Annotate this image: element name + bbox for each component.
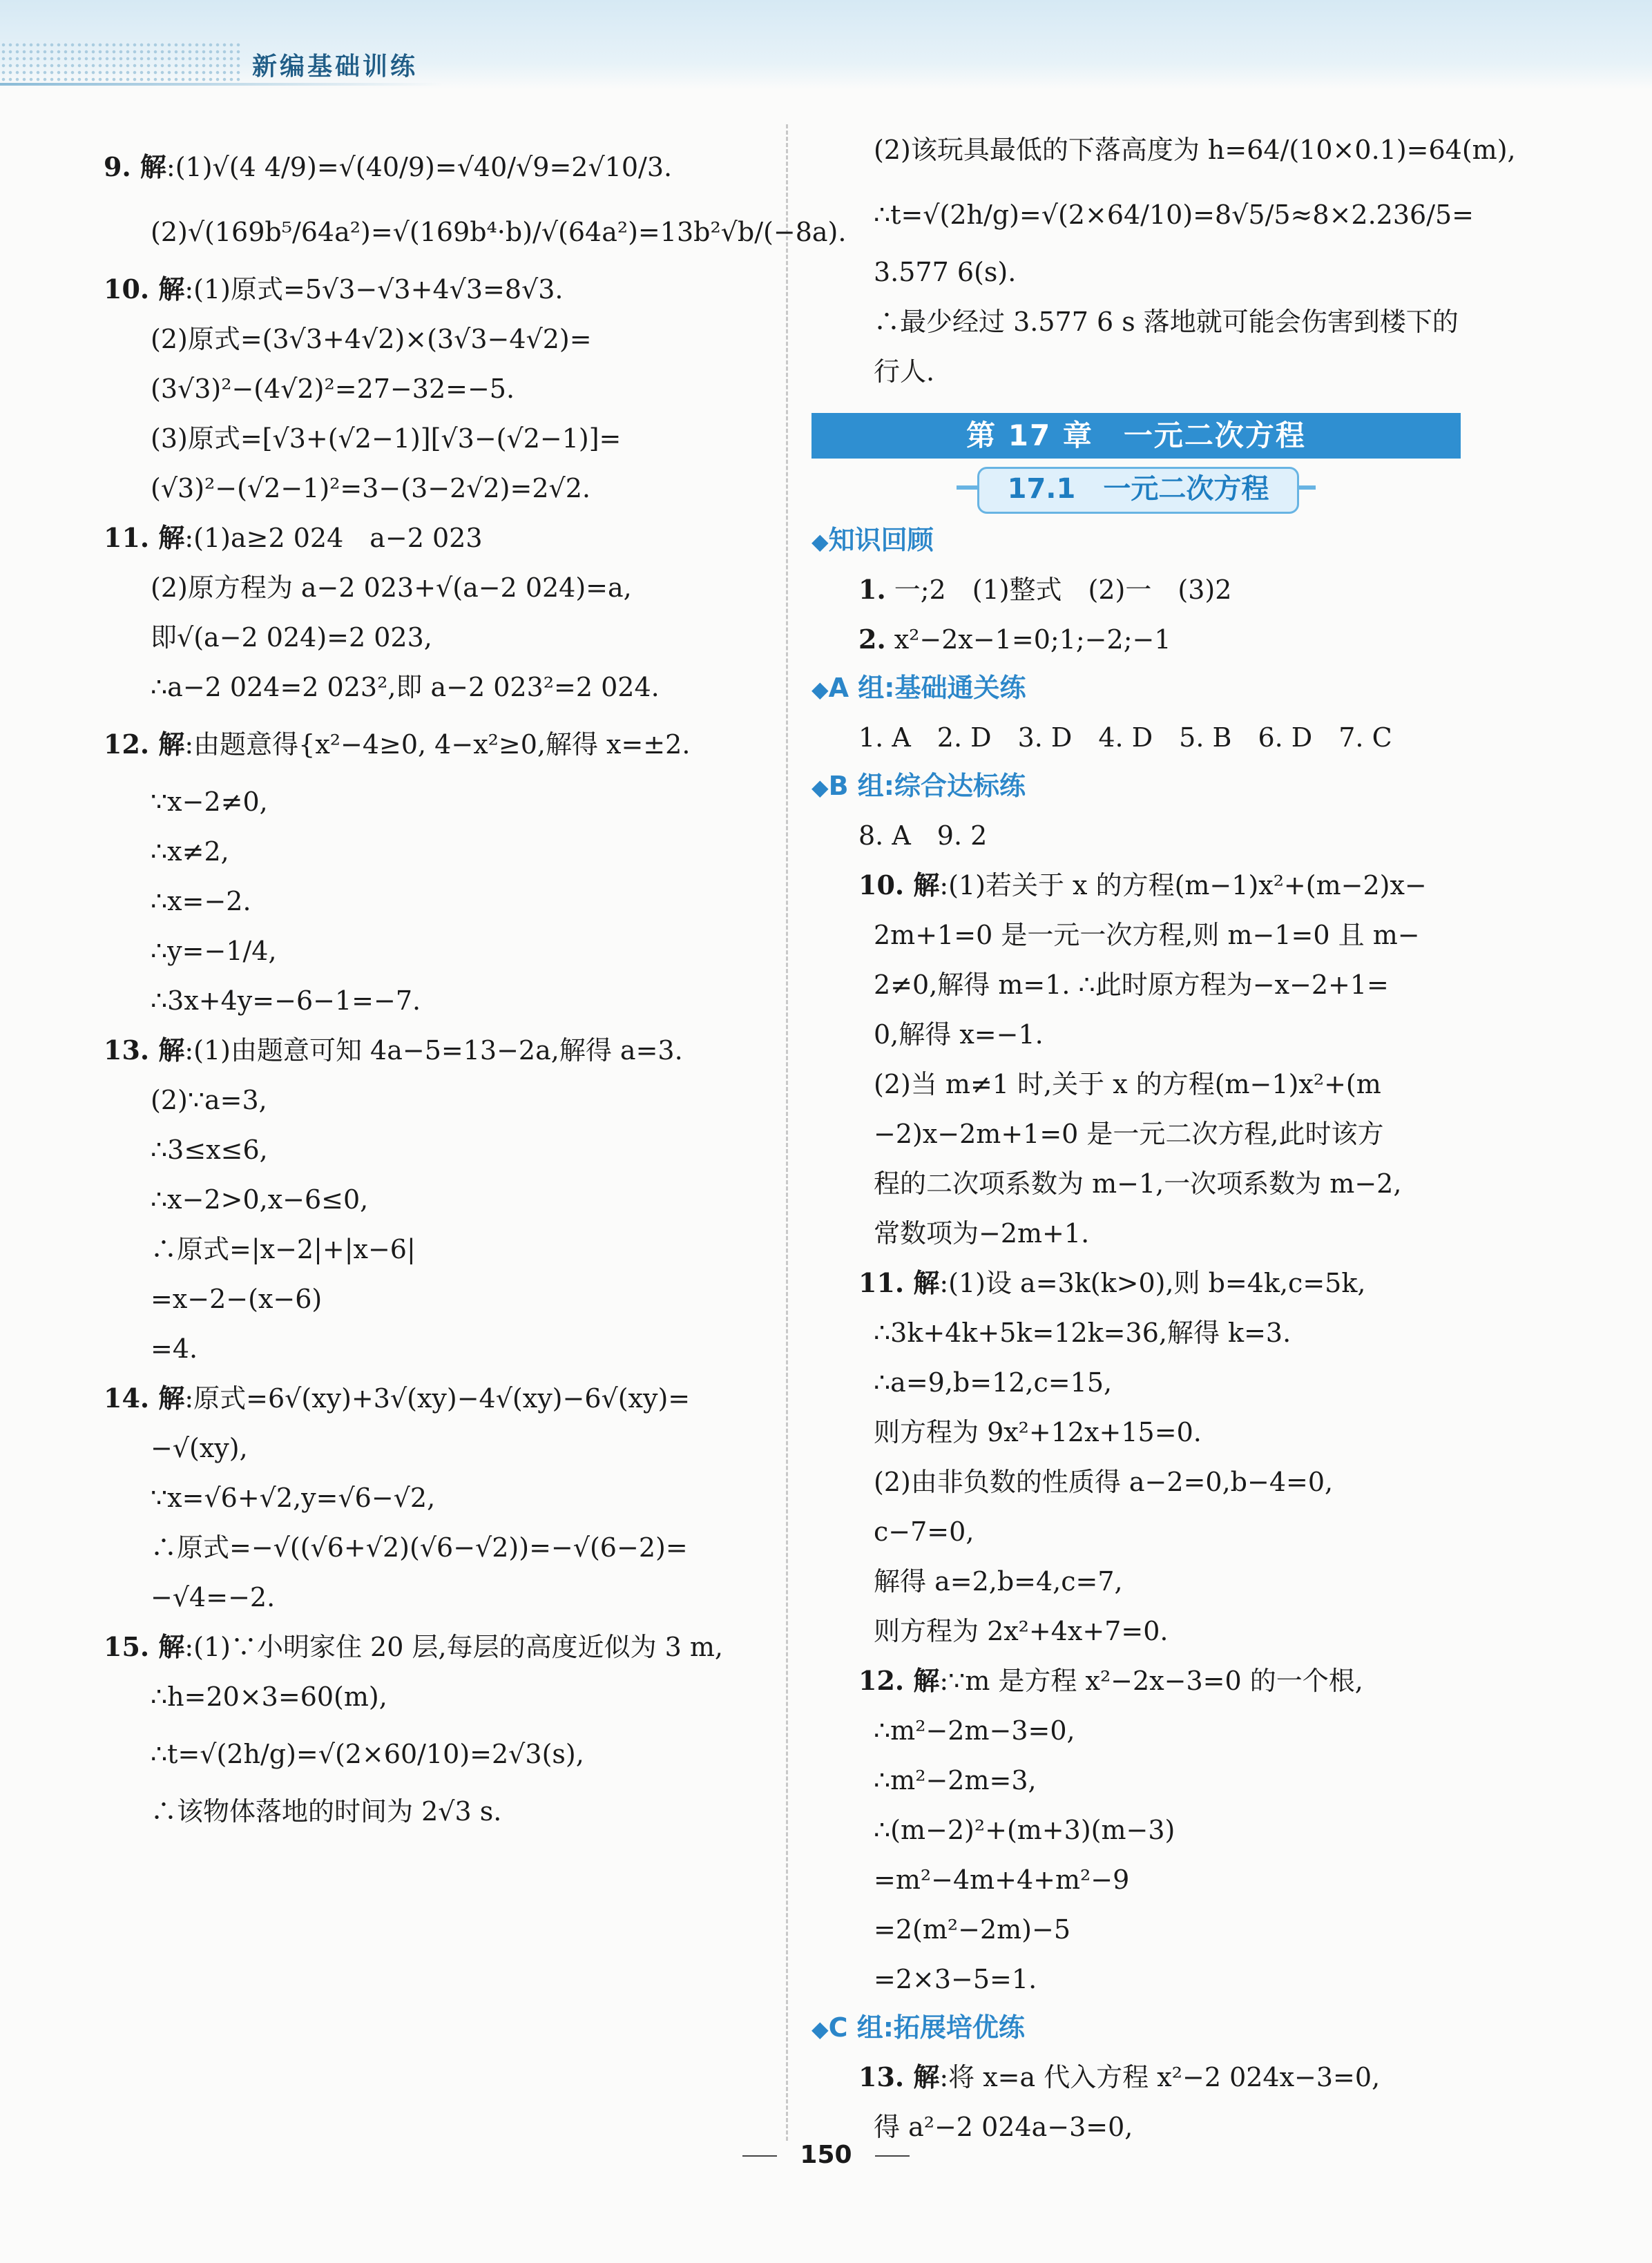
answer-line — [104, 1075, 774, 1125]
question-number: 10. 解 — [104, 273, 185, 305]
answer-text: −√4=−2. — [151, 1582, 276, 1612]
answer-text: (2)当 m≠1 时,关于 x 的方程(m−1)x²+(m — [874, 1069, 1381, 1099]
answer-text: :(1)原式=5√3−√3+4√3=8√3. — [184, 274, 564, 305]
diamond-icon: ◆ — [811, 528, 829, 555]
group-heading-review: ◆知识回顾 — [811, 525, 934, 555]
answer-text: 一;2 (1)整式 (2)一 (3)2 — [885, 575, 1232, 605]
answer-line — [811, 1606, 1481, 1656]
answer-text: :(1)若关于 x 的方程(m−1)x²+(m−2)x− — [939, 870, 1427, 901]
question-number: 9. 解 — [104, 151, 166, 182]
question-number: 13. 解 — [858, 2061, 940, 2092]
answer-line — [811, 1407, 1481, 1457]
diamond-icon: ◆ — [811, 774, 829, 800]
answer-line — [811, 960, 1481, 1010]
answer-text: =x−2−(x−6) — [151, 1284, 323, 1314]
answer-text: :由题意得{x²−4≥0, 4−x²≥0,解得 x=±2. — [184, 729, 691, 760]
answer-line — [811, 565, 1481, 615]
answer-line — [104, 827, 774, 876]
answer-line — [811, 1358, 1481, 1407]
answer-text: :(1)a≥2 024 a−2 023 — [184, 523, 483, 553]
answer-line — [104, 135, 774, 200]
answer-line — [104, 1523, 774, 1572]
answer-text: 2m+1=0 是一元一次方程,则 m−1=0 且 m− — [874, 920, 1420, 950]
answer-text: ∴x≠2, — [151, 836, 229, 867]
answer-text: x²−2x−1=0;1;−2;−1 — [885, 624, 1171, 655]
answer-text: :(1)√(4 4/9)=√(40/9)=√40/√9=2√10/3. — [166, 152, 673, 182]
answer-line — [811, 811, 1481, 860]
answer-line — [104, 1274, 774, 1324]
question-number: 15. 解 — [104, 1631, 185, 1662]
answer-text: ∴3≤x≤6, — [151, 1135, 268, 1165]
answer-line — [811, 1457, 1481, 1507]
answer-text: :原式=6√(xy)+3√(xy)−4√(xy)−6√(xy)= — [184, 1383, 691, 1414]
answer-line — [104, 876, 774, 926]
answer-line — [104, 314, 774, 364]
header-title: 新编基础训练 — [252, 52, 419, 81]
answer-text: ∴m²−2m−3=0, — [874, 1715, 1075, 1746]
right-column — [811, 117, 1516, 2152]
answer-text: 8. A 9. 2 — [858, 820, 988, 851]
answer-text: =m²−4m+4+m²−9 — [874, 1865, 1130, 1895]
answer-line — [811, 910, 1481, 960]
section-title-label: 17.1 一元二次方程 — [977, 467, 1299, 514]
answer-line — [811, 297, 1481, 347]
question-number: 1. — [858, 574, 886, 605]
answer-text: 则方程为 2x²+4x+7=0. — [874, 1616, 1169, 1646]
answer-text: :(1)∵小明家住 20 层,每层的高度近似为 3 m, — [184, 1632, 724, 1662]
answer-line — [811, 1855, 1481, 1905]
answer-line — [811, 1258, 1481, 1308]
column-divider — [786, 124, 788, 2141]
answer-text: ∴最少经过 3.577 6 s 落地就可能会伤害到楼下的 — [874, 307, 1459, 337]
answer-line — [104, 712, 774, 777]
question-number: 10. 解 — [858, 869, 940, 901]
answer-text: ∴该物体落地的时间为 2√3 s. — [151, 1796, 502, 1827]
answer-line — [811, 347, 1481, 396]
answer-line — [811, 713, 1481, 762]
answer-line — [104, 463, 774, 513]
question-number: 11. 解 — [858, 1267, 940, 1298]
answer-line — [104, 1473, 774, 1523]
question-number: 2. — [858, 624, 886, 655]
answer-text: 0,解得 x=−1. — [874, 1019, 1044, 1050]
answer-text: (3)原式=[√3+(√2−1)][√3−(√2−1)]= — [151, 423, 622, 454]
answer-line — [811, 615, 1481, 664]
footer-dash-right — [875, 2155, 910, 2157]
question-number: 14. 解 — [104, 1383, 185, 1414]
question-number: 12. 解 — [104, 729, 185, 760]
answer-text: 则方程为 9x²+12x+15=0. — [874, 1417, 1202, 1447]
answer-line — [811, 1557, 1481, 1606]
answer-text: 1. A 2. D 3. D 4. D 5. B 6. D 7. C — [858, 722, 1392, 753]
answer-text: 常数项为−2m+1. — [874, 1218, 1090, 1249]
answer-text: −√(xy), — [151, 1433, 248, 1463]
answer-line — [104, 513, 774, 563]
question-number: 11. 解 — [104, 522, 185, 553]
answer-line — [811, 1805, 1481, 1855]
footer-dash-left — [742, 2155, 777, 2157]
group-b-answers — [811, 811, 1481, 2004]
answer-line — [104, 1572, 774, 1622]
answer-line — [104, 1175, 774, 1224]
answer-line — [811, 182, 1481, 247]
answer-line — [811, 1010, 1481, 1059]
answer-text: ∴3x+4y=−6−1=−7. — [151, 985, 421, 1016]
diamond-icon: ◆ — [811, 676, 829, 702]
answer-text: (2)由非负数的性质得 a−2=0,b−4=0, — [874, 1467, 1334, 1497]
header-underline — [0, 83, 442, 86]
answer-text: ∴t=√(2h/g)=√(2×64/10)=8√5/5≈8×2.236/5= — [874, 200, 1475, 230]
answer-text: ∵x−2≠0, — [151, 787, 268, 817]
answer-line — [811, 1159, 1481, 1208]
answer-line — [104, 1622, 774, 1672]
answer-text: c−7=0, — [874, 1516, 974, 1547]
answer-text: (2)√(169b⁵/64a²)=√(169b⁴·b)/√(64a²)=13b²√b/(−8a). — [151, 217, 847, 247]
answer-line — [104, 976, 774, 1025]
answer-text: :(1)由题意可知 4a−5=13−2a,解得 a=3. — [184, 1035, 683, 1066]
answer-line — [104, 1224, 774, 1274]
group-heading-c: ◆C 组:拓展培优练 — [811, 2012, 1025, 2043]
question-number: 12. 解 — [858, 1665, 940, 1696]
answer-line — [104, 1672, 774, 1722]
answer-line — [104, 364, 774, 414]
group-c-answers — [811, 2052, 1481, 2152]
page-footer — [0, 2141, 1652, 2169]
answer-text: 得 a²−2 024a−3=0, — [874, 2112, 1133, 2142]
diamond-icon: ◆ — [811, 2016, 829, 2042]
answer-line — [811, 1308, 1481, 1358]
answer-text: 3.577 6(s). — [874, 257, 1017, 287]
answer-text: ∴原式=−√((√6+√2)(√6−√2))=−√(6−2)= — [151, 1532, 688, 1563]
answer-line — [811, 1954, 1481, 2004]
answer-line — [104, 777, 774, 827]
answer-text: 行人. — [874, 356, 935, 387]
question-number: 13. 解 — [104, 1034, 185, 1066]
answer-line — [811, 2052, 1481, 2102]
answer-text: ∴原式=|x−2|+|x−6| — [151, 1234, 416, 1264]
answer-text: :将 x=a 代入方程 x²−2 024x−3=0, — [939, 2062, 1381, 2092]
answer-text: =2(m²−2m)−5 — [874, 1914, 1070, 1945]
page-number: 150 — [800, 2141, 852, 2169]
answer-text: (3√3)²−(4√2)²=27−32=−5. — [151, 374, 515, 404]
group-a-answers — [811, 713, 1481, 762]
answer-line — [811, 1208, 1481, 1258]
group-heading-b: ◆B 组:综合达标练 — [811, 771, 1026, 801]
answer-line — [811, 1656, 1481, 1706]
answer-text: =4. — [151, 1333, 198, 1364]
answer-text: (2)∵a=3, — [151, 1085, 267, 1115]
answer-line — [811, 1507, 1481, 1557]
answer-line — [811, 117, 1516, 182]
answer-line — [104, 1125, 774, 1175]
answer-line — [811, 860, 1481, 910]
chapter-title-bar: 第 17 章 一元二次方程 — [811, 413, 1461, 459]
answer-text: (2)原方程为 a−2 023+√(a−2 024)=a, — [151, 572, 632, 603]
answer-line — [104, 662, 774, 712]
answer-text: ∵x=√6+√2,y=√6−√2, — [151, 1483, 436, 1513]
answer-line — [104, 1787, 774, 1836]
answer-line — [104, 1025, 774, 1075]
answer-text: (2)原式=(3√3+4√2)×(3√3−4√2)= — [151, 324, 592, 354]
answer-line — [811, 1755, 1481, 1805]
section-title — [963, 467, 1309, 510]
answer-text: ∴h=20×3=60(m), — [151, 1682, 387, 1712]
answer-text: =2×3−5=1. — [874, 1964, 1037, 1994]
answer-text: 即√(a−2 024)=2 023, — [151, 622, 432, 653]
header-dot-pattern — [0, 41, 242, 83]
answer-text: 程的二次项系数为 m−1,一次项系数为 m−2, — [874, 1168, 1402, 1199]
answer-text: ∴x=−2. — [151, 886, 251, 916]
answer-text: ∴t=√(2h/g)=√(2×60/10)=2√3(s), — [151, 1739, 584, 1769]
answer-text: 解得 a=2,b=4,c=7, — [874, 1566, 1123, 1597]
answer-line — [104, 613, 774, 662]
answer-line — [811, 1059, 1481, 1109]
answer-line — [104, 264, 774, 314]
right-top-lines — [811, 117, 1516, 396]
answer-text: (2)该玩具最低的下落高度为 h=64/(10×0.1)=64(m), — [874, 135, 1516, 165]
answer-text: ∴(m−2)²+(m+3)(m−3) — [874, 1815, 1175, 1845]
answer-text: ∴m²−2m=3, — [874, 1765, 1037, 1795]
answer-line — [104, 200, 847, 264]
answer-line — [811, 1109, 1481, 1159]
answer-text: :∵m 是方程 x²−2x−3=0 的一个根, — [939, 1666, 1363, 1696]
answer-line — [104, 1423, 774, 1473]
answer-line — [104, 926, 774, 976]
answer-text: :(1)设 a=3k(k>0),则 b=4k,c=5k, — [939, 1268, 1366, 1298]
answer-text: −2)x−2m+1=0 是一元二次方程,此时该方 — [874, 1119, 1384, 1149]
answer-text: ∴y=−1/4, — [151, 936, 277, 966]
answer-text: 2≠0,解得 m=1. ∴此时原方程为−x−2+1= — [874, 970, 1389, 1000]
review-answers — [811, 565, 1481, 664]
answer-line — [104, 563, 774, 613]
answer-line — [104, 414, 774, 463]
group-heading-a: ◆A 组:基础通关练 — [811, 673, 1026, 703]
answer-line — [104, 1722, 774, 1787]
answer-line — [811, 1706, 1481, 1755]
answer-line — [811, 247, 1481, 297]
answer-text: ∴3k+4k+5k=12k=36,解得 k=3. — [874, 1318, 1291, 1348]
page-header — [0, 0, 1652, 90]
left-column — [104, 135, 847, 1836]
answer-text: ∴x−2>0,x−6≤0, — [151, 1184, 369, 1215]
answer-text: ∴a=9,b=12,c=15, — [874, 1367, 1113, 1398]
answer-line — [811, 1905, 1481, 1954]
answer-text: (√3)²−(√2−1)²=3−(3−2√2)=2√2. — [151, 473, 590, 503]
answer-line — [104, 1374, 774, 1423]
answer-line — [104, 1324, 774, 1374]
answer-text: ∴a−2 024=2 023²,即 a−2 023²=2 024. — [151, 672, 660, 702]
